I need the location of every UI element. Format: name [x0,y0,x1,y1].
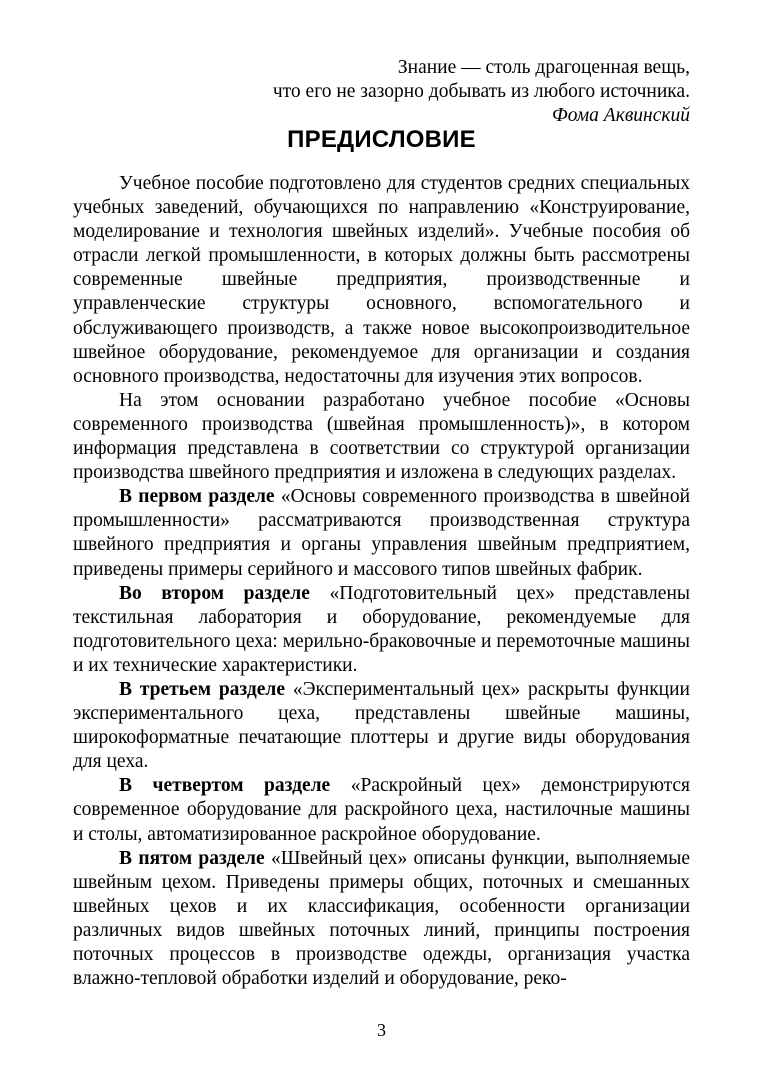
paragraph-text: Учебное пособие подготовлено для студентов средних специальных учебных заведений, обучающихся по направлению «Конструирование, моделирование и технология швейных изделий». Учебные пособия об отрасли легкой промышленности, в которых должны быть рассмотрены современные швейные предприятия, производственные и управленческие структуры основного, вспомогательного и обслуживающего производств, а также новое высокопроизводительное швейное оборудование, рекомендуемое для организации и создания основного производства, недостаточны для изучения этих вопросов. [73,173,690,387]
paragraph-lead: Во втором разделе [119,582,310,604]
body-text [73,172,690,991]
epigraph [160,56,690,128]
paragraph [73,485,690,581]
paragraph-text: На этом основании разработано учебное пособие «Основы современного производства (швейная промышленность)», в котором информация представлена в соответствии со структурой организации производства швейного предприятия и изложена в следующих разделах. [73,389,690,484]
paragraph [73,847,690,992]
paragraph [73,582,690,678]
epigraph-author: Фома Аквинский [552,105,690,126]
paragraph-lead: В первом разделе [119,486,275,508]
paragraph-text: «Подготовительный цех» представлены текстильная лаборатория и оборудование, рекомендуемые для подготовительного цеха: мерильно-браковочные и перемоточные машины и их технические характеристики. [73,582,690,676]
paragraph [73,678,690,774]
epigraph-line-2: что его не зазорно добывать из любого источника. [272,81,690,102]
paragraph-text: «Экспериментальный цех» раскрыты функции экспериментального цеха, представлены швейные машины, широкоформатные печатающие плоттеры и другие виды оборудования для цеха. [73,678,690,773]
paragraph [73,389,690,485]
paragraph-text: «Раскройный цех» демонстрируются современное оборудование для раскройного цеха, настилочные машины и столы, автоматизированное раскройное оборудование. [73,775,691,845]
page-title: ПРЕДИСЛОВИЕ [287,126,476,153]
paragraph [73,774,690,846]
epigraph-line-1: Знание — столь драгоценная вещь, [397,57,690,78]
paragraph-lead: В пятом разделе [119,847,265,869]
page-number: 3 [377,1020,386,1040]
paragraph-text: «Основы современного производства в швейной промышленности» рассматриваются производственная структура швейного предприятия и органы управления швейным предприятием, приведены примеры серийного и массового типов швейных фабрик. [73,486,691,580]
paragraph-lead: В третьем разделе [119,678,286,700]
paragraph-lead: В четвертом разделе [119,775,331,797]
paragraph [73,172,690,389]
paragraph-text: «Швейный цех» описаны функции, выполняемые швейным цехом. Приведены примеры общих, поточных и смешанных швейных цехов и их классификация, особенности организации различных видов швейных поточных линий, принципы построения поточных процессов в производстве одежды, организация участка влажно-тепловой обработки изделий и оборудование, реко- [73,847,690,990]
